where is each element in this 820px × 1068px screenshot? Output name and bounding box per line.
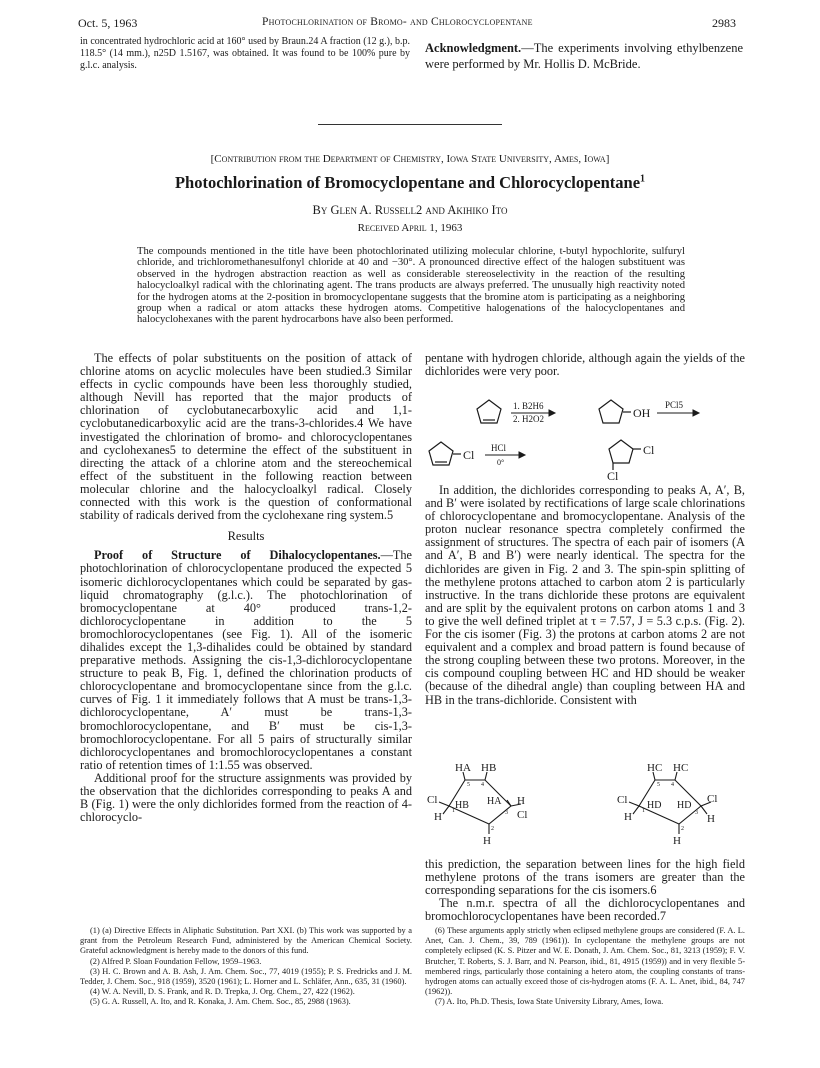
proton-h-bottom-1: H (483, 835, 491, 847)
footnote-6: (6) These arguments apply strictly when eclipsed methylene groups are considered (F. A. L. Anet, Can. J. Chem., 39, 789 (1961)). In cyclopentane the methylene groups are not completely eclipsed (K. S. Pitzer and W. E. Donath, J. Am. Chem. Soc., 81, 3213 (1959); F. V. Brutcher, T. Roberts, S. J. Barr, and N. Pearson, ibid., 81, 4915 (1959)) and in very flexible 5-membered rings, particularly those containing a hetero atom, the coupling constants of trans-hydrogen atoms can actually exceed those of cis-hydrogen atoms (F. A. L. Anet, ibid., 84, 747 (1962)). (425, 926, 745, 997)
previous-article-tail: in concentrated hydrochloric acid at 160° used by Braun.24 A fraction (12 g.), b.p. 118.5° (14 mm.), n25D 1.5167, was obtained. It was found to be 100% pure by g.l.c. analysis. (80, 36, 410, 71)
footnote-3: (3) H. C. Brown and A. B. Ash, J. Am. Chem. Soc., 77, 4019 (1955); P. S. Fredricks and J. M. Tedder, J. Chem. Soc., 918 (1959), 3520 (1961); L. Horner and L. Schläfer, Ann., 635, 31 (1960). (80, 966, 412, 987)
footnote-7: (7) A. Ito, Ph.D. Thesis, Iowa State University Library, Ames, Iowa. (435, 997, 664, 1007)
spectra-recorded-paragraph: The n.m.r. spectra of all the dichlorocyclopentanes and bromochlorocyclopentanes have been recorded.7 (425, 896, 745, 924)
reaction-scheme (425, 392, 745, 480)
acknowledgment-text: —The experiments involving ethylbenzene were performed by Mr. Hollis D. McBride. (425, 41, 743, 71)
proton-h-left-1: H (434, 811, 442, 823)
left-column (80, 352, 412, 824)
reaction-temperature: 0° (497, 458, 505, 467)
continuation-paragraph: pentane with hydrogen chloride, although again the yields of the dichlorides were very poor. (425, 351, 745, 379)
page-date: Oct. 5, 1963 (78, 16, 138, 30)
prediction-paragraph: this prediction, the separation between lines for the high field methylene protons of the trans isomers are greater than the corresponding separations for the cis isomers.6 (425, 857, 745, 898)
chlorocyclopentene-structure (429, 442, 461, 465)
reagent-peroxide: 2. H2O2 (513, 414, 544, 424)
proton-hd-left: HD (647, 800, 662, 811)
proton-hd-right: HD (677, 800, 692, 811)
chlorine-left-2: Cl (617, 794, 628, 806)
proof-paragraph (80, 549, 412, 772)
carbon-3-label-2: 3 (695, 810, 698, 816)
section-divider (318, 124, 502, 125)
chloro-label-1: Cl (463, 448, 475, 462)
reagent-pcl5: PCl5 (665, 400, 684, 410)
article-title (80, 173, 740, 193)
cis-dichloride-structure (617, 762, 717, 847)
footnote-1: (1) (a) Directive Effects in Aliphatic Substitution. Part XXI. (b) This work was supported by a grant from the Petroleum Research Fund, administered by the American Chemical Society. Grateful acknowledgment is hereby made to the donors of this fund. (80, 926, 412, 956)
nmr-paragraph: In addition, the dichlorides corresponding to peaks A, A′, B, and B′ were isolated by rectifications of large scale chlorinations of chlorocyclopentane and bromocyclopentane. Analysis of the proton nuclear resonance spectra completely confirmed the assignment of structures. The spectra of each pair of isomers (A and A′, B and B′) were nearly identical. The spectra for the dichlorides are given in Fig. 2 and 3. The spin-spin splitting of the methylene protons attached to carbon atom 2 is particularly instructive. In the trans dichloride these protons are equivalent and are split by the equivalent protons on carbon atoms 1 and 3 to give the well defined triplet at τ = 7.57, J = 5.3 c.p.s. (Fig. 2). For the cis isomer (Fig. 3) the protons at carbon atoms 2 are not equivalent and a complex and broad pattern is found because of the strong coupling between these two protons. Moreover, in the cis compound coupling between HC and HD should be weaker (because of the dihedral angle) than coupling between HA and HB in the trans-dichloride. Consistent with (425, 483, 745, 707)
carbon-1-label-2: 1 (642, 808, 645, 814)
carbon-4-label: 4 (481, 782, 484, 788)
carbon-5-label: 5 (467, 782, 470, 788)
reagent-borane: 1. B2H6 (513, 401, 544, 411)
proton-hc-top-right: HC (673, 762, 689, 774)
proof-heading: Proof of Structure of Dihalocyclopentanes. (94, 548, 381, 563)
contribution-line: [Contribution from the Department of Chemistry, Iowa State University, Ames, Iowa] (210, 153, 610, 165)
reaction-arrow-2 (657, 410, 699, 416)
article-title-text: Photochlorination of Bromocyclopentane and Chlorocyclopentane (174, 173, 641, 192)
received-date: Received April 1, 1963 (357, 222, 463, 234)
trans-dichloride-structure (427, 762, 527, 847)
stereo-structures (425, 762, 745, 852)
carbon-2-label-2: 2 (681, 826, 684, 832)
footnote-5: (5) G. A. Russell, A. Ito, and R. Konaka, J. Am. Chem. Soc., 85, 2988 (1963). (90, 997, 351, 1007)
proton-ha-mid: HA (487, 796, 502, 807)
proton-h-bottom-2: H (673, 835, 681, 847)
right-column-top (425, 352, 745, 378)
right-column-middle (425, 484, 745, 707)
abstract: The compounds mentioned in the title have been photochlorinated utilizing molecular chlorine, t-butyl hypochlorite, sulfuryl chloride, and trichloromethanesulfonyl chloride at 40 and −30°. A pronounced directive effect of the halogen substituent was observed in the hydrogen abstraction reaction as well as considerable stereoselectivity in the reaction of the resulting halocycloalkyl radical with the chlorinating agent. The trans products are always preferred. The unusually high reactivity noted for the hydrogen atoms at the 2-position in bromocyclopentane suggests that the bromine atom is participating as a neighboring group when a radical or atom attacks these hydrogen atoms. Competitive halogenations of the halocyclopentanes and halocyclohexanes with the parent hydrocarbons have also been performed. (137, 246, 685, 326)
left-footnotes (80, 926, 412, 1008)
reagent-hcl: HCl (491, 443, 507, 453)
chlorine-right-1: Cl (517, 809, 528, 821)
authors: By Glen A. Russell2 and Akihiko Ito (312, 203, 508, 217)
footnote-2: (2) Alfred P. Sloan Foundation Fellow, 1959–1963. (90, 956, 262, 966)
intro-paragraph: The effects of polar substituents on the position of attack of chlorine atoms on acyclic molecules have been studied.3 Similar effects in cyclic compounds have been less thoroughly studied, although Nevill has reported that the major products of chlorination of cyclobutanecarboxylic acid and 1,1-cyclobutanedicarboxylic acid are the trans-3-chlorides.4 We have investigated the chlorination of bromo- and chlorocyclopentanes and cyclohexanes5 to determine the effect of the substituent in directing the attack of a chlorine atom and the stereochemical effect of the substituent in the following reaction between molecular chlorine and the halocycloalkyl radical. Closely connected with this work is the question of conformational stability of radicals derived from the cyclohexane ring system.5 (80, 351, 412, 523)
proton-hb-top: HB (481, 762, 497, 774)
cyclopentanol-structure (599, 400, 631, 423)
dichlorocyclopentane-structure (609, 440, 641, 470)
results-heading: Results (227, 529, 265, 544)
carbon-4-label-2: 4 (671, 782, 674, 788)
hydroxyl-label: OH (633, 406, 651, 420)
proof-text: —The photochlorination of chlorocyclopentane produced the expected 5 isomeric dichlorocyclopentanes which could be separated by gas-liquid chromatography (g.l.c.). The photochlorination of bromocyclopentane at 40° produced trans-1,2-dichlorocyclopentane in addition to the 5 bromochlorocyclopentanes (see Fig. 1). All of the isomeric dihalides except the 1,3-dihalides could be obtained by standard preparative methods. Assigning the cis-1,3-dichlorocyclopentane structure to peak B, Fig. 1, defined the chlorination products of chlorocyclopentane and bromocyclopentane since from the g.l.c. curves of Fig. 1 it immediately follows that A must be trans-1,3-dichlorocyclopentane, A′ must be trans-1,3-bromochlorocyclopentane, and B′ must be cis-1,3-bromochlorocyclopentane. For all 5 pairs of structurally similar dichlorocyclopentanes and bromochlorocyclopentanes a constant ratio of retention times of 1:1.55 was observed. (80, 548, 412, 772)
running-title: Photochlorination of Bromo- and Chlorocyclopentane (262, 16, 533, 28)
right-column-bottom (425, 858, 745, 923)
right-footnotes (425, 926, 745, 1008)
cyclopentene-structure (477, 400, 501, 423)
acknowledgment-heading: Acknowledgment. (425, 41, 522, 55)
acknowledgment (425, 40, 743, 72)
chloro-label-2: Cl (643, 443, 655, 457)
proton-h-left-2: H (624, 811, 632, 823)
proton-hc-top-left: HC (647, 762, 663, 774)
title-superscript: 1 (640, 173, 646, 185)
additional-proof-paragraph: Additional proof for the structure assignments was provided by the observation that the dichlorides corresponding to peaks A and B (Fig. 1) were the only dichlorides formed from the reaction of 4-chlorocyclo- (80, 770, 412, 825)
proton-ha-top: HA (455, 762, 471, 774)
chlorine-left-1: Cl (427, 794, 438, 806)
chloro-label-3: Cl (607, 469, 619, 480)
chlorine-right-2: Cl (707, 793, 718, 805)
proton-hb-mid: HB (455, 800, 469, 811)
page-number: 2983 (712, 16, 736, 30)
proton-h-right-2: H (707, 813, 715, 825)
carbon-2-label: 2 (491, 826, 494, 832)
carbon-5-label-2: 5 (657, 782, 660, 788)
carbon-1-label: 1 (452, 808, 455, 814)
proton-h-right-1: H (517, 795, 525, 807)
footnote-4: (4) W. A. Nevill, D. S. Frank, and R. D. Trepka, J. Org. Chem., 27, 422 (1962). (90, 987, 355, 997)
carbon-3-label: 3 (505, 810, 508, 816)
